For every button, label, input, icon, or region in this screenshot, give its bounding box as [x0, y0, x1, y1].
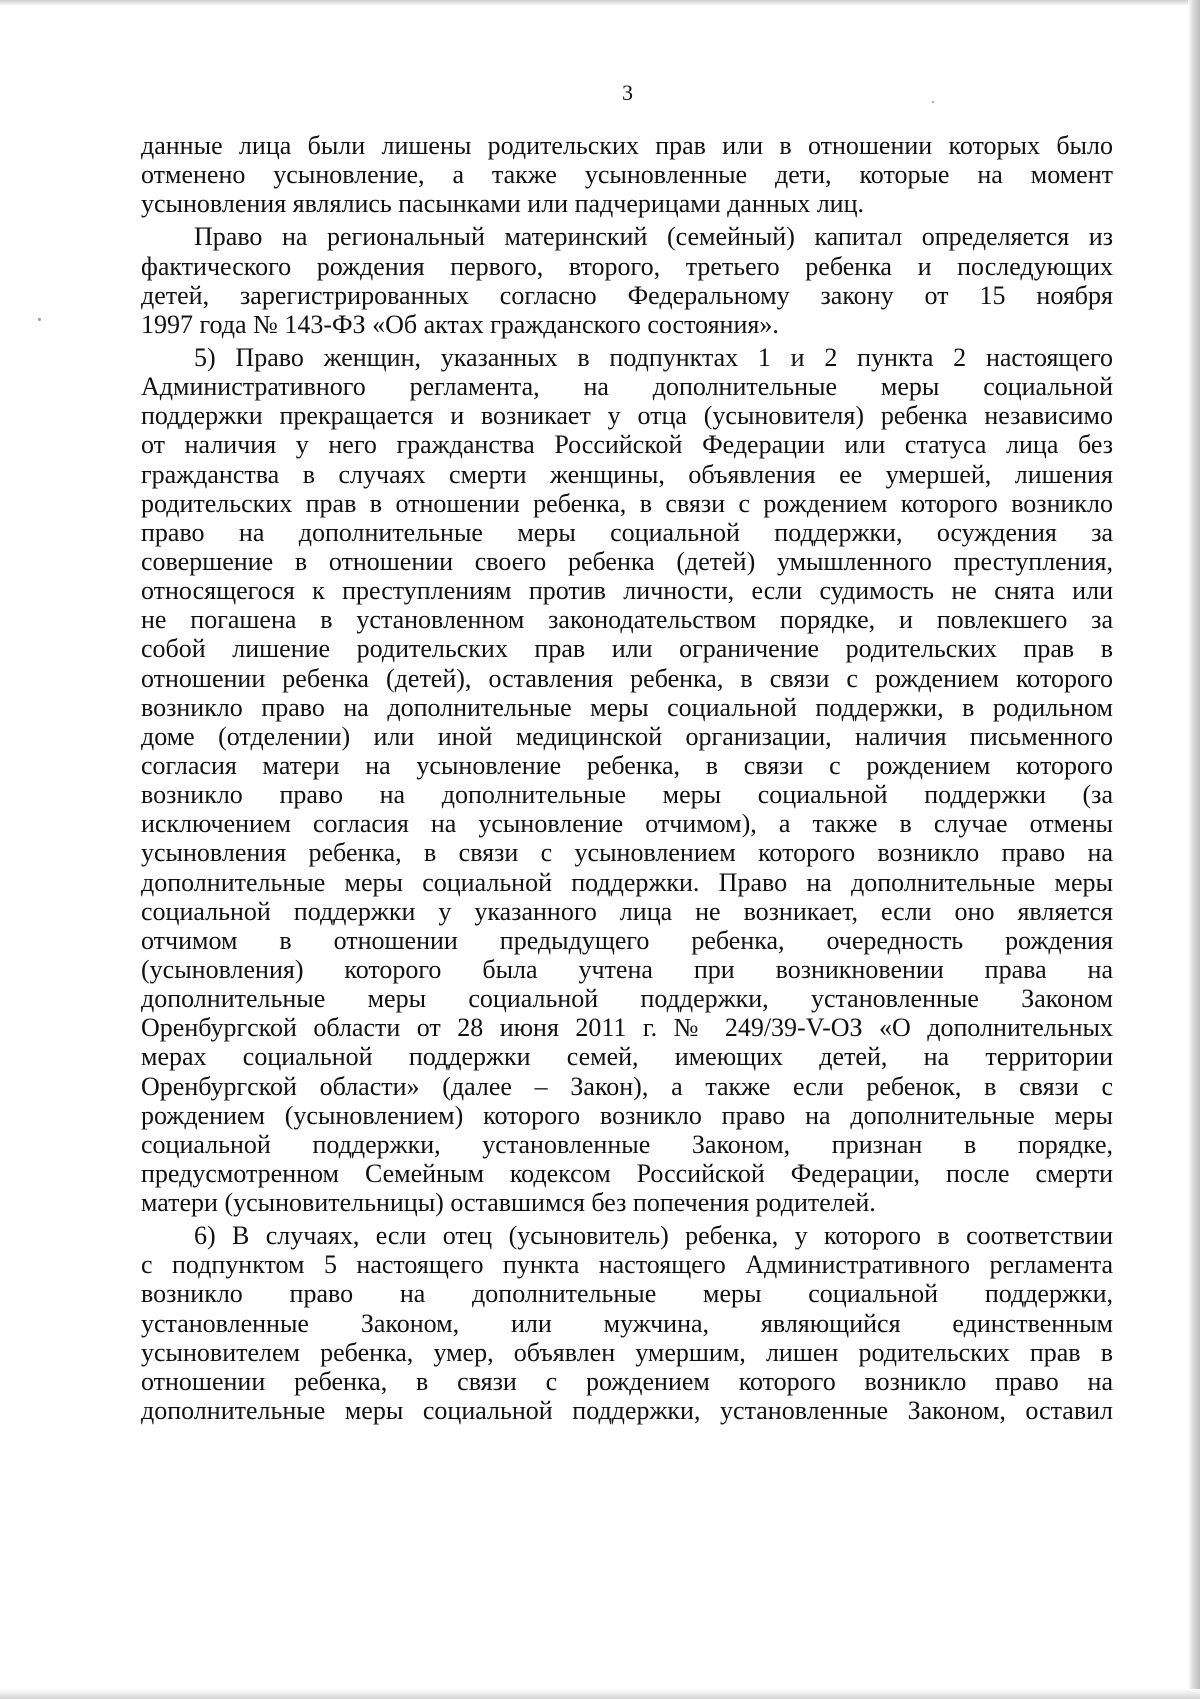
text-line: Право на региональный материнский (семейный) капитал определяется из [194, 222, 1113, 252]
text-line: собой лишение родительских прав или ограничение родительских прав в [141, 634, 1113, 664]
text-line: возникло право на дополнительные меры социальной поддержки (за [141, 780, 1113, 810]
text-line: (усыновления) которого была учтена при возникновении права на [141, 954, 1113, 984]
text-line: усыновления ребенка, в связи с усыновлением которого возникло право на [141, 838, 1113, 868]
scan-right-edge [1188, 0, 1200, 1699]
text-line: Оренбургской области» (далее – Закон), а также если ребенок, в связи с [141, 1071, 1113, 1101]
text-line: возникло право на дополнительные меры социальной поддержки, [141, 1279, 1113, 1309]
text-line: совершение в отношении своего ребенка (детей) умышленного преступления, [141, 546, 1113, 576]
text-line: 1997 года № 143-ФЗ «Об актах гражданского состояния». [141, 309, 779, 339]
text-line: с подпунктом 5 настоящего пункта настоящего Административного регламента [141, 1250, 1113, 1280]
text-line: данные лица были лишены родительских прав или в отношении которых было [141, 131, 1113, 160]
document-body [141, 131, 1113, 1425]
text-line: относящегося к преступлениям против личности, если судимость не снята или [141, 576, 1113, 606]
text-line: отношении ребенка, в связи с рождением которого возникло право на [141, 1366, 1113, 1396]
text-line: мерах социальной поддержки семей, имеющих детей, на территории [141, 1042, 1113, 1072]
paragraph-p3 [141, 343, 1113, 1217]
text-line: дополнительные меры социальной поддержки. Право на дополнительные меры [141, 867, 1113, 897]
text-line: отчимом в отношении предыдущего ребенка, очередность рождения [141, 925, 1113, 955]
text-line: рождением (усыновлением) которого возникло право на дополнительные меры [141, 1100, 1113, 1130]
text-line: социальной поддержки у указанного лица не возникает, если оно является [141, 896, 1113, 926]
text-line: 6) В случаях, если отец (усыновитель) ребенка, у которого в соответствии [194, 1221, 1113, 1251]
scan-speck [932, 101, 934, 103]
text-line: матери (усыновительницы) оставшимся без попечения родителей. [141, 1188, 876, 1218]
text-line: фактического рождения первого, второго, третьего ребенка и последующих [141, 251, 1113, 281]
scan-speck [38, 318, 41, 321]
text-line: от наличия у него гражданства Российской Федерации или статуса лица без [141, 430, 1113, 460]
scan-top-edge [0, 0, 1200, 6]
text-line: детей, зарегистрированных согласно Федеральному закону от 15 ноября [141, 280, 1113, 310]
text-line: право на дополнительные меры социальной поддержки, осуждения за [141, 517, 1113, 547]
text-line: исключением согласия на усыновление отчимом), а также в случае отмены [141, 809, 1113, 839]
text-line: социальной поддержки, установленные Законом, признан в порядке, [141, 1129, 1113, 1159]
text-line: поддержки прекращается и возникает у отца (усыновителя) ребенка независимо [141, 401, 1113, 431]
paragraph-p4 [141, 1221, 1113, 1425]
page-number: 3 [622, 80, 633, 105]
text-line: возникло право на дополнительные меры социальной поддержки, в родильном [141, 692, 1113, 722]
text-line: усыновителем ребенка, умер, объявлен умершим, лишен родительских прав в [141, 1337, 1113, 1367]
text-line: усыновления являлись пасынками или падчерицами данных лиц. [141, 189, 864, 219]
text-line: Оренбургской области от 28 июня 2011 г. № 249/39-V-ОЗ «О дополнительных [141, 1013, 1113, 1043]
text-line: отменено усыновление, а также усыновленные дети, которые на момент [141, 160, 1113, 190]
scan-bottom-edge [0, 1689, 1200, 1699]
text-line: родительских прав в отношении ребенка, в связи с рождением которого возникло [141, 488, 1113, 518]
text-line: Административного регламента, на дополнительные меры социальной [141, 372, 1113, 402]
text-line: дополнительные меры социальной поддержки, установленные Законом [141, 984, 1113, 1014]
text-line: дополнительные меры социальной поддержки, установленные Законом, оставил [141, 1396, 1113, 1426]
text-line: установленные Законом, или мужчина, являющийся единственным [141, 1308, 1113, 1338]
paragraph-p2 [141, 222, 1113, 339]
text-line: предусмотренном Семейным кодексом Российской Федерации, после смерти [141, 1158, 1113, 1188]
paragraph-p1 [141, 131, 1113, 218]
text-line: доме (отделении) или иной медицинской организации, наличия письменного [141, 721, 1113, 751]
text-line: 5) Право женщин, указанных в подпунктах 1 и 2 пункта 2 настоящего [194, 342, 1113, 372]
text-line: не погашена в установленном законодательством порядке, и повлекшего за [141, 605, 1113, 635]
text-line: согласия матери на усыновление ребенка, в связи с рождением которого [141, 750, 1113, 780]
text-line: гражданства в случаях смерти женщины, объявления ее умершей, лишения [141, 459, 1113, 489]
text-line: отношении ребенка (детей), оставления ребенка, в связи с рождением которого [141, 663, 1113, 693]
